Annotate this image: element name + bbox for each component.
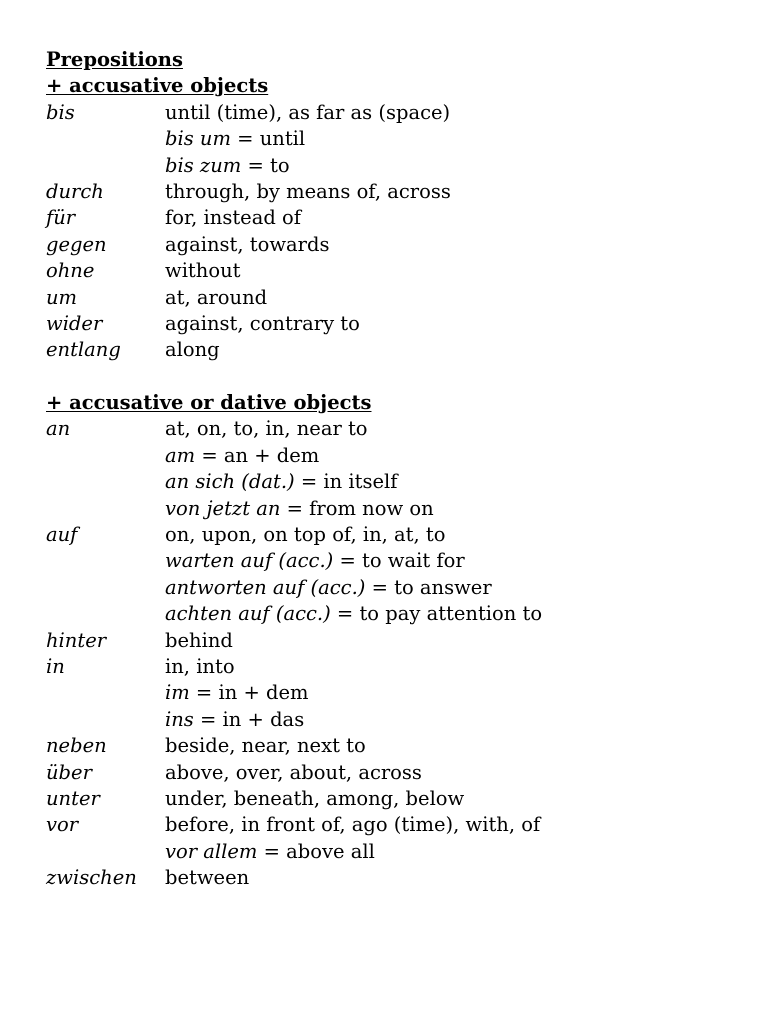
document-page [46,47,746,892]
preposition-definition: at, on, to, in, near to [165,417,368,441]
preposition-row [46,416,746,442]
preposition-row [46,232,746,258]
preposition-term: entlang [46,338,121,362]
preposition-row [46,628,746,654]
usage-meaning: = to pay attention to [330,602,543,626]
preposition-row [46,443,746,469]
preposition-term: über [46,760,92,784]
usage-meaning: = to [241,153,290,177]
usage-phrase: am [165,443,196,467]
usage-meaning: = in itself [294,470,398,494]
preposition-definition: on, upon, on top of, in, at, to [165,523,446,547]
preposition-row [46,654,746,680]
usage-phrase: achten auf (acc.) [165,602,331,626]
preposition-row [46,522,746,548]
preposition-row [46,707,746,733]
preposition-definition [165,575,492,601]
usage-meaning: = an + dem [195,443,320,467]
preposition-row [46,258,746,284]
usage-meaning: = to answer [365,575,492,599]
usage-phrase: antworten auf (acc.) [165,575,366,599]
preposition-row [46,733,746,759]
preposition-row [46,839,746,865]
preposition-definition: beside, near, next to [165,734,366,758]
preposition-term: ohne [46,259,95,283]
usage-phrase: an sich (dat.) [165,470,295,494]
preposition-definition: above, over, about, across [165,760,422,784]
preposition-row [46,575,746,601]
preposition-definition [165,496,434,522]
preposition-definition: under, beneath, among, below [165,786,465,810]
usage-meaning: = until [230,127,306,151]
usage-meaning: = in + dem [189,681,309,705]
preposition-term: zwischen [46,866,137,890]
preposition-definition: before, in front of, ago (time), with, of [165,813,541,837]
preposition-term: hinter [46,628,107,652]
preposition-term: um [46,285,78,309]
preposition-term: für [46,206,76,230]
preposition-definition: at, around [165,285,268,309]
preposition-definition: without [165,259,241,283]
preposition-row [46,100,746,126]
preposition-definition [165,469,397,495]
preposition-definition [165,548,465,574]
preposition-row [46,865,746,891]
preposition-term: wider [46,311,103,335]
preposition-row [46,680,746,706]
usage-phrase: vor allem [165,839,258,863]
section-heading: + accusative objects [46,74,269,98]
page-title: Prepositions [46,48,183,71]
preposition-definition: in, into [165,654,235,678]
preposition-term: an [46,417,71,441]
preposition-definition: between [165,866,250,890]
preposition-row [46,126,746,152]
preposition-definition [165,126,305,152]
preposition-row [46,760,746,786]
preposition-term: auf [46,523,78,547]
section-spacer [46,364,746,390]
preposition-term: unter [46,786,100,810]
usage-phrase: bis zum [165,153,242,177]
preposition-definition [165,601,542,627]
preposition-row [46,601,746,627]
preposition-definition: against, contrary to [165,311,360,335]
preposition-row [46,153,746,179]
preposition-row [46,337,746,363]
preposition-definition: until (time), as far as (space) [165,100,451,124]
preposition-definition: along [165,338,220,362]
preposition-term: in [46,654,65,678]
usage-phrase: im [165,681,190,705]
preposition-definition [165,153,290,179]
preposition-definition: for, instead of [165,206,301,230]
usage-phrase: warten auf (acc.) [165,549,334,573]
preposition-row [46,285,746,311]
preposition-row [46,179,746,205]
preposition-row [46,786,746,812]
preposition-row [46,311,746,337]
section-heading: + accusative or dative objects [46,391,372,415]
usage-phrase: von jetzt an [165,496,281,520]
preposition-definition [165,443,319,469]
preposition-definition [165,707,304,733]
usage-phrase: ins [165,707,194,731]
preposition-definition [165,839,375,865]
preposition-row [46,812,746,838]
prepositions-list [46,73,746,891]
preposition-definition: through, by means of, across [165,179,451,203]
preposition-row [46,548,746,574]
usage-meaning: = from now on [280,496,434,520]
usage-phrase: bis um [165,127,231,151]
preposition-term: gegen [46,232,107,256]
usage-meaning: = to wait for [333,549,465,573]
preposition-definition: against, towards [165,232,330,256]
preposition-definition: behind [165,628,233,652]
preposition-row [46,496,746,522]
preposition-term: durch [46,179,104,203]
preposition-definition [165,680,309,706]
preposition-term: bis [46,100,75,124]
preposition-row [46,205,746,231]
usage-meaning: = in + das [193,707,305,731]
usage-meaning: = above all [257,839,375,863]
preposition-term: neben [46,734,107,758]
preposition-row [46,469,746,495]
preposition-term: vor [46,813,79,837]
